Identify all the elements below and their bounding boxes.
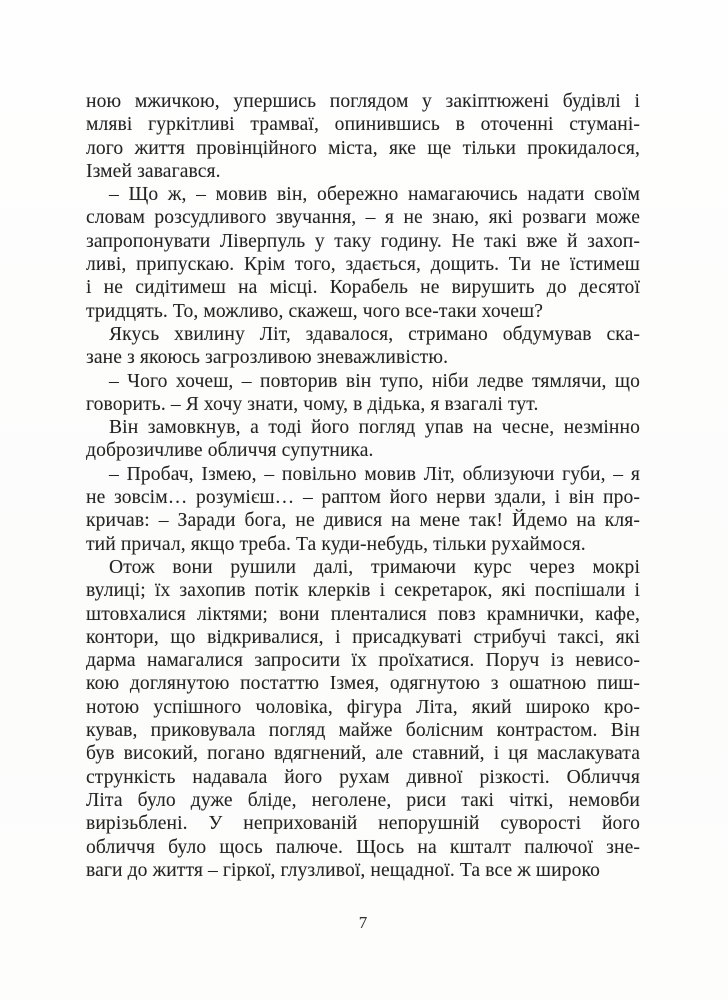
paragraph xyxy=(86,463,640,556)
text-line: Він замовкнув, а тоді його погляд упав на чесне, незмінно xyxy=(109,417,640,439)
text-line: тий причал, якщо треба. Та куди-небудь, тільки рухаймося. xyxy=(86,533,586,555)
text-line: Ізмей завагався. xyxy=(86,160,221,182)
text-line: Літа було дуже бліде, неголене, риси такі чіткі, немовби xyxy=(86,789,640,811)
paragraph xyxy=(86,323,640,370)
text-line: не зовсім… розумієш… – раптом його нерви здали, і він про- xyxy=(86,487,640,509)
text-line: Якусь хвилину Літ, здавалося, стримано обдумував ска- xyxy=(109,323,640,345)
text-line: ваги до життя – гіркої, глузливої, нещадної. Та все ж широко xyxy=(86,859,601,881)
paragraph xyxy=(86,90,640,183)
text-line: контори, що відкривалися, і присадкуваті стрибучі таксі, які xyxy=(86,626,640,648)
text-line: – Чого хочеш, – повторив він тупо, ніби ледве тямлячи, що xyxy=(109,370,640,392)
text-line: вулиці; їх захопив потік клерків і секретарок, які поспішали і xyxy=(86,580,640,602)
paragraph xyxy=(86,183,640,323)
text-line: штовхалися ліктями; вони пленталися повз крамнички, кафе, xyxy=(86,603,640,625)
text-line: – Що ж, – мовив він, обережно намагаючись надати своїм xyxy=(109,184,640,206)
text-line: говорить. – Я хочу знати, чому, в дідька, я взагалі тут. xyxy=(86,393,539,415)
paragraph xyxy=(86,556,640,882)
text-block xyxy=(86,90,640,882)
text-line: Отож вони рушили далі, тримаючи курс через мокрі xyxy=(109,556,640,578)
paragraph xyxy=(86,416,640,463)
text-line: зане з якоюсь загрозливою зневажливістю. xyxy=(86,347,449,369)
text-line: обличчя було щось палюче. Щось на кшталт палючої зне- xyxy=(86,836,640,858)
page-number: 7 xyxy=(358,913,368,932)
text-line: нотою успішного чоловіка, фігура Літа, який широко кро- xyxy=(86,696,640,718)
text-line: стрункість надавала його рухам дивної різкості. Обличчя xyxy=(86,766,640,788)
text-line: – Пробач, Ізмею, – повільно мовив Літ, облизуючи губи, – я xyxy=(109,463,640,485)
text-line: словам розсудливого звучання, – я не знаю, які розваги може xyxy=(86,207,640,229)
text-line: запропонувати Ліверпуль у таку годину. Не такі вже й захоп- xyxy=(86,230,640,252)
text-line: мляві гуркітливі трамваї, опинившись в оточенні стумані- xyxy=(86,114,640,136)
text-line: вирізьблені. У неприхованій непорушній суворості його xyxy=(86,813,640,835)
text-line: ливі, припускаю. Крім того, здається, дощить. Ти не їстимеш xyxy=(86,254,640,276)
paragraph xyxy=(86,370,640,417)
text-line: дарма намагалися запросити їх проїхатися. Поруч із невисо- xyxy=(86,650,640,672)
text-line: кричав: – Заради бога, не дивися на мене так! Йдемо на кля- xyxy=(86,510,640,532)
text-line: і не сидітимеш на місці. Корабель не вирушить до десятої xyxy=(86,277,640,299)
text-line: тридцять. То, можливо, скажеш, чого все-таки хочеш? xyxy=(86,300,543,322)
text-line: доброзичливе обличчя супутника. xyxy=(86,440,374,462)
text-line: лого життя провінційного міста, яке ще тільки прокидалося, xyxy=(86,137,640,159)
text-line: кував, приковувала погляд майже болісним контрастом. Він xyxy=(86,720,640,742)
text-line: кою доглянутою постаттю Ізмея, одягнутою з ошатною пиш- xyxy=(86,673,640,695)
text-line: був високий, погано вдягнений, але ставний, і ця маслакувата xyxy=(86,743,640,765)
text-line: ною мжичкою, упершись поглядом у закіптюжені будівлі і xyxy=(86,91,640,112)
